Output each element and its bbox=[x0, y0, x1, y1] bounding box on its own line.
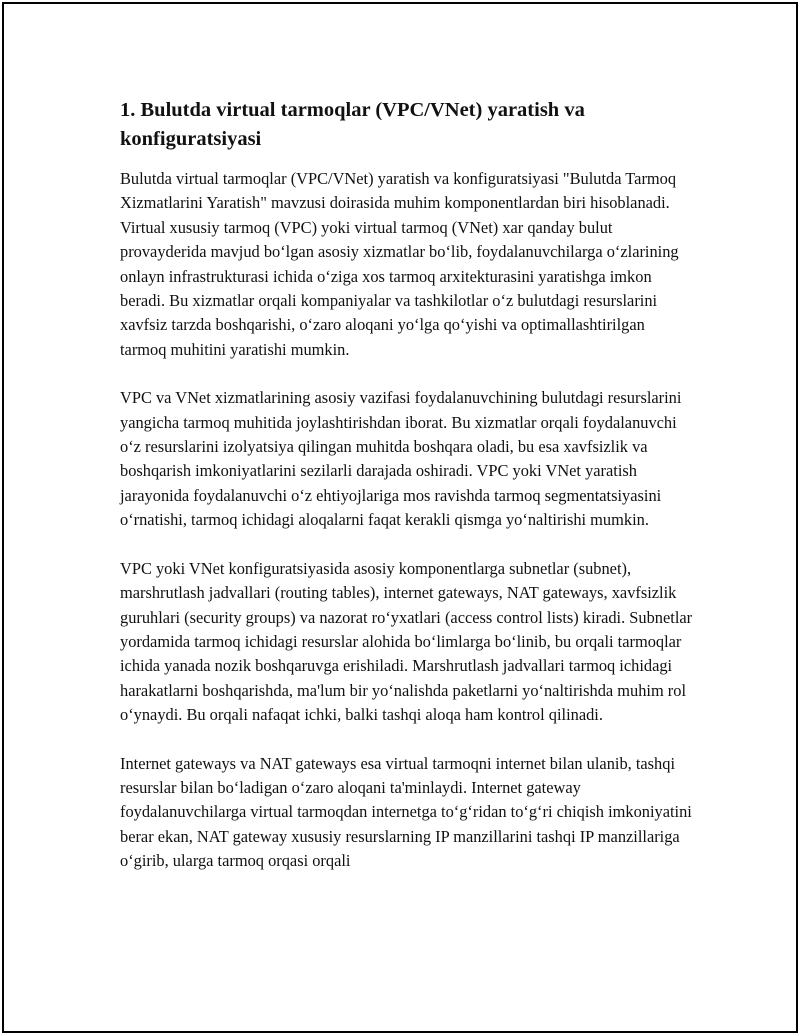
page-frame bbox=[2, 2, 798, 1033]
section-heading: 1. Bulutda virtual tarmoqlar (VPC/VNet) yaratish va konfiguratsiyasi bbox=[120, 99, 585, 150]
paragraph-4: Internet gateways va NAT gateways esa virtual tarmoqni internet bilan ulanib, tashqi resurslar bilan bo‘ladigan o‘zaro aloqani ta'minlaydi. Internet gateway foydalanuvchilarga virtual tarmoqdan internetga to‘g‘ridan to‘g‘ri chiqish imkoniyatini berar ekan, NAT gateway xususiy resurslarning IP manzillarini tashqi IP manzillariga o‘girib, ularga tarmoq orqasi orqali bbox=[120, 753, 692, 871]
document-body bbox=[120, 96, 694, 898]
paragraph-1: Bulutda virtual tarmoqlar (VPC/VNet) yaratish va konfiguratsiyasi "Bulutda Tarmoq Xizmatlarini Yaratish" mavzusi doirasida muhim komponentlardan biri hisoblanadi. Virtual xususiy tarmoq (VPC) yoki virtual tarmoq (VNet) xar qanday bulut provayderida mavjud bo‘lgan asosiy xizmatlar bo‘lib, foydalanuvchilarga o‘zlarining onlayn infrastrukturasi ichida o‘ziga xos tarmoq arxitekturasini yaratishga imkon beradi. Bu xizmatlar orqali kompaniyalar va tashkilotlar o‘z bulutdagi resurslarini xavfsiz tarzda boshqarishi, o‘zaro aloqani yo‘lga qo‘yishi va optimallashtirilgan tarmoq muhitini yaratishi mumkin. bbox=[120, 169, 679, 359]
paragraph-3: VPC yoki VNet konfiguratsiyasida asosiy komponentlarga subnetlar (subnet), marshrutlash jadvallari (routing tables), internet gateways, NAT gateways, xavfsizlik guruhlari (security groups) va nazorat ro‘yxatlari (access control lists) kiradi. Subnetlar yordamida tarmoq ichidagi resurslar alohida bo‘limlarga bo‘linib, bu orqali tarmoqlar ichida yanada nozik boshqaruvga erishiladi. Marshrutlash jadvallari tarmoq ichidagi harakatlarni boshqarishda, ma'lum bir yo‘nalishda paketlarni yo‘naltirishda muhim rol o‘ynaydi. Bu orqali nafaqat ichki, balki tashqi aloqa ham kontrol qilinadi. bbox=[120, 558, 693, 725]
paragraph-2: VPC va VNet xizmatlarining asosiy vazifasi foydalanuvchining bulutdagi resurslarini yangicha tarmoq muhitida joylashtirishdan iborat. Bu xizmatlar orqali foydalanuvchi o‘z resurslarini izolyatsiya qilingan muhitda boshqara oladi, bu esa xavfsizlik va boshqarish imkoniyatlarini sezilarli darajada oshiradi. VPC yoki VNet yaratish jarayonida foydalanuvchi o‘z ehtiyojlariga mos ravishda tarmoq segmentatsiyasini o‘rnatishi, tarmoq ichidagi aloqalarni faqat kerakli qismga yo‘naltirishi mumkin. bbox=[120, 388, 682, 530]
